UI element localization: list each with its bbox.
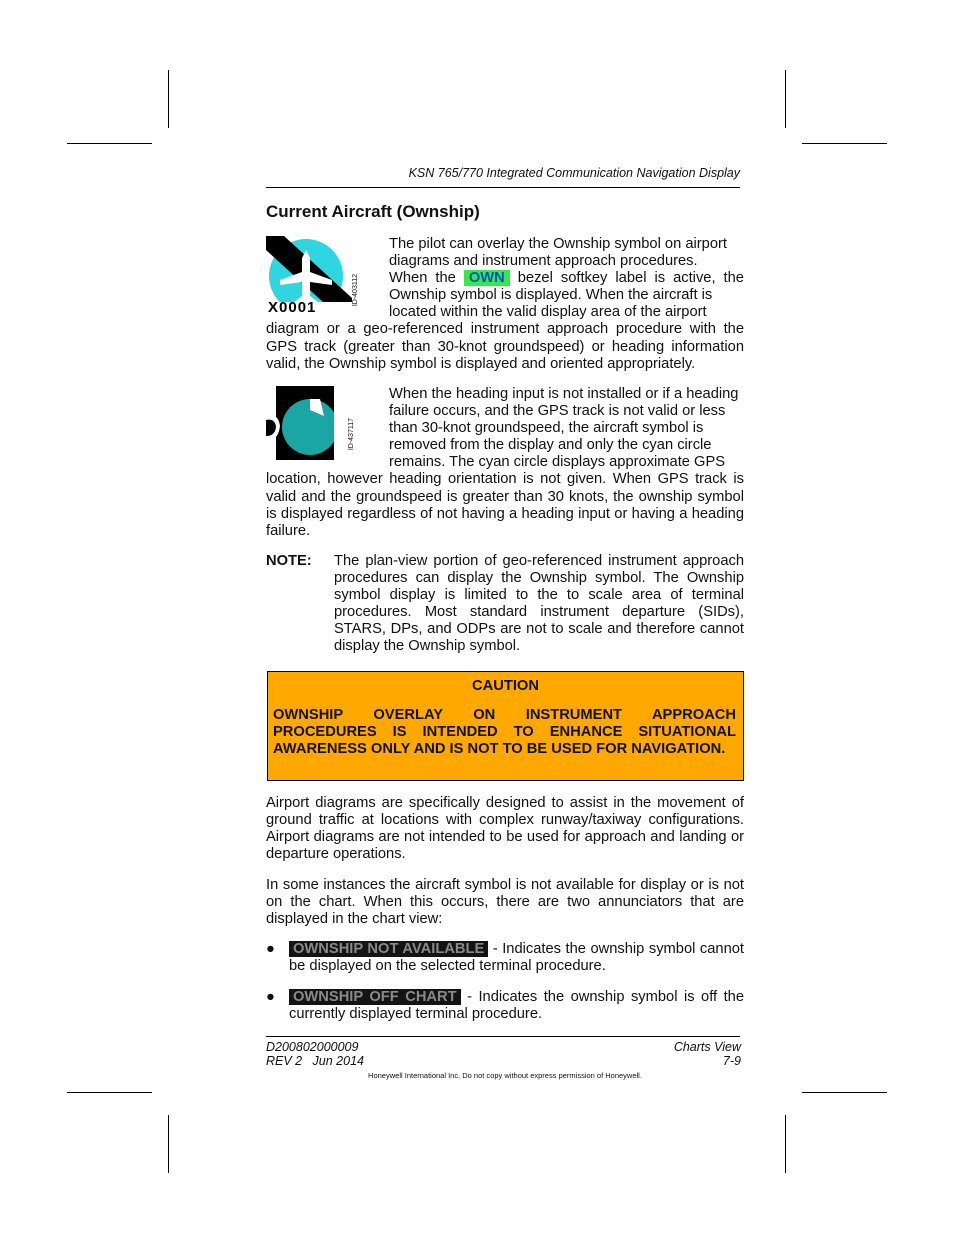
crop-mark [67, 1092, 152, 1093]
crop-mark [802, 143, 887, 144]
footer-section-name: Charts View [673, 1040, 741, 1054]
header-rule [266, 187, 740, 188]
caution-box [267, 671, 744, 781]
airport-diagram-paragraph: Airport diagrams are specifically designed to assist in the movement of ground traffic at locations with complex runway/taxiway configurations. Airport diagrams are not intended to be used for approach and landing or departure operations. [266, 795, 744, 863]
footer-rule [266, 1036, 740, 1037]
bullet-marker: ● [266, 941, 275, 957]
crop-mark [785, 70, 786, 128]
text-line: location, however heading orientation is not given. When GPS track is valid and the groundspeed is greater than 30 knots, the ownship symbol is displayed regardless of not having a heading input or having a heading failure. [266, 471, 744, 539]
figure-caption-fragment: X0001 [268, 299, 317, 316]
ownship-not-available-annunciator: OWNSHIP NOT AVAILABLE [289, 941, 488, 957]
text-fragment: bezel softkey label is active, the [517, 270, 744, 287]
list-item-description: - Indicates the ownship symbol is off the currently displayed terminal procedure. [289, 989, 744, 1023]
text-line: failure occurs, and the GPS track is not valid or less [389, 403, 726, 420]
caution-title: CAUTION [472, 678, 539, 694]
crop-mark [67, 143, 152, 144]
text-fragment: When the [389, 270, 456, 287]
footer-copyright: Honeywell International Inc. Do not copy without express permission of Honeywell. [368, 1071, 642, 1080]
text-line: diagram or a geo-referenced instrument approach procedure with the GPS track (greater than 30-knot groundspeed) or heading information valid, the Ownship symbol is displayed and oriented appropriately. [266, 321, 744, 372]
annunciator-intro-paragraph: In some instances the aircraft symbol is not available for display or is not on the chart. When this occurs, there are two annunciators that are displayed in the chart view: [266, 877, 744, 928]
list-item-description: - Indicates the ownship symbol cannot be displayed on the selected terminal procedure. [289, 941, 745, 975]
note-label: NOTE: [266, 553, 312, 569]
list-item-text [289, 989, 744, 1023]
figure-id-label: ID-437117 [348, 418, 355, 451]
footer-revision: REV 2 Jun 2014 [266, 1054, 364, 1068]
crop-mark [168, 1115, 169, 1173]
figure-id-label: ID-403112 [352, 274, 359, 307]
text-line: diagrams and instrument approach procedures. [389, 253, 698, 270]
footer-doc-number: D200802000009 [266, 1040, 359, 1054]
intro-paragraph [266, 236, 744, 373]
text-line: remains. The cyan circle displays approximate GPS [389, 454, 726, 471]
own-softkey-label: OWN [464, 270, 510, 286]
text-line: than 30-knot groundspeed, the aircraft symbol is [389, 420, 704, 437]
footer-page-number: 7-9 [722, 1054, 741, 1068]
text-line: The pilot can overlay the Ownship symbol on airport [389, 236, 727, 252]
text-line: located within the valid display area of the airport [389, 304, 707, 321]
text-line: removed from the display and only the cyan circle [389, 437, 712, 454]
note-text: The plan-view portion of geo-referenced instrument approach procedures can display the Ownship symbol. The Ownship symbol display is limited to the to scale area of terminal procedures. Most standard instrument departure (SIDs), STARS, DPs, and ODPs are not to scale and therefore cannot display the Ownship symbol. [334, 553, 744, 655]
ownship-off-chart-annunciator: OWNSHIP OFF CHART [289, 989, 461, 1005]
crop-mark [168, 70, 169, 128]
crop-mark [802, 1092, 887, 1093]
bullet-marker: ● [266, 989, 275, 1005]
section-title: Current Aircraft (Ownship) [266, 202, 480, 221]
crop-mark [785, 1115, 786, 1173]
list-item-text [289, 941, 744, 975]
caution-text: OWNSHIP OVERLAY ON INSTRUMENT APPROACH PROCEDURES IS INTENDED TO ENHANCE SITUATIONAL AWARENESS ONLY AND IS NOT TO BE USED FOR NAVIGATION. [273, 707, 736, 758]
text-line: When the heading input is not installed or if a heading [389, 386, 739, 402]
text-line: Ownship symbol is displayed. When the aircraft is [389, 287, 713, 304]
text-line [389, 270, 744, 287]
heading-failure-paragraph [266, 386, 744, 540]
running-header: KSN 765/770 Integrated Communication Navigation Display [408, 166, 740, 180]
